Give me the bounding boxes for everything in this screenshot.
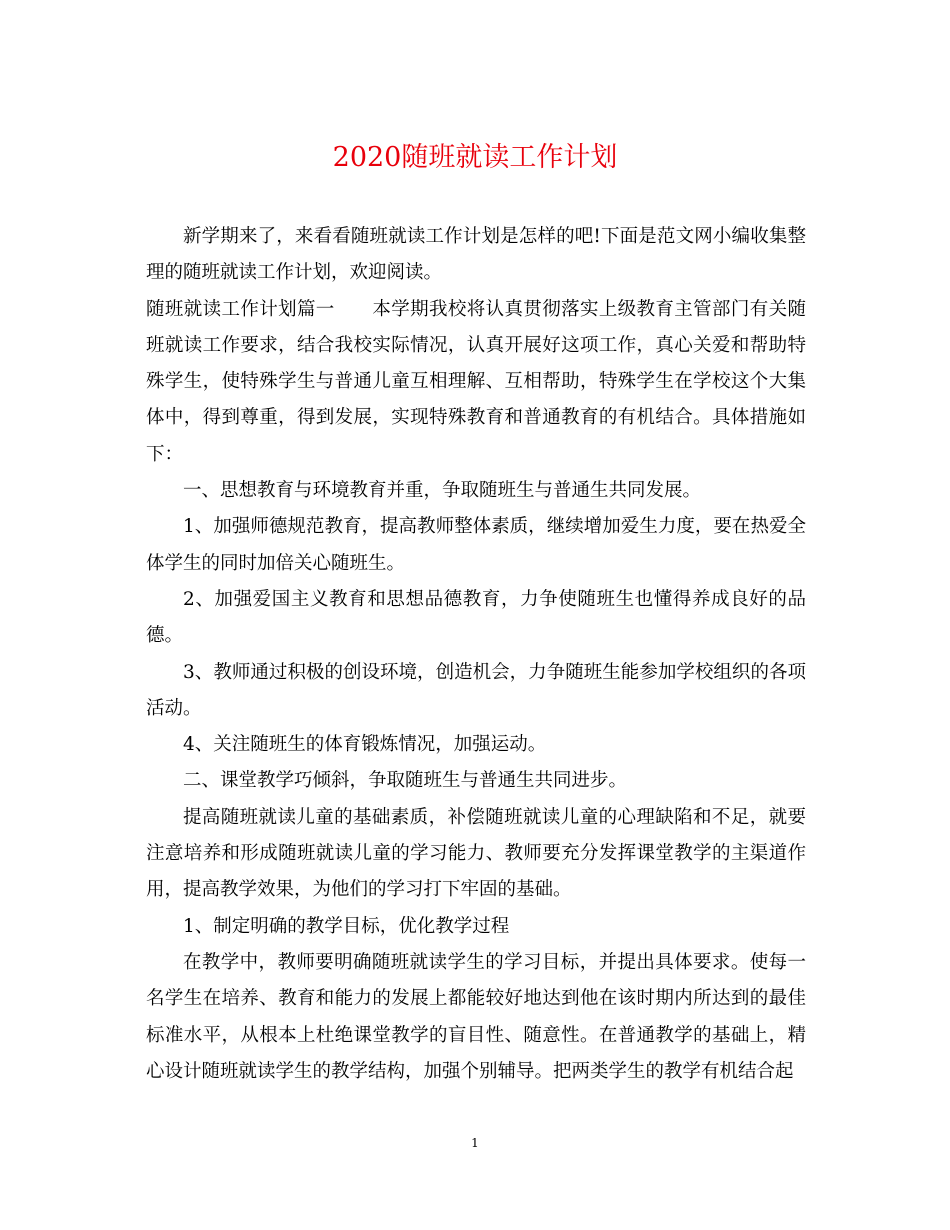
paragraph-item-1: 1、加强师德规范教育，提高教师整体素质，继续增加爱生力度，要在热爱全体学生的同时加倍关心随班生。 xyxy=(146,516,806,574)
subheading-teaching-goals: 1、制定明确的教学目标，优化教学过程 xyxy=(183,915,510,937)
paragraph-item-3: 3、教师通过积极的创设环境，创造机会，力争随班生能参加学校组织的各项活动。 xyxy=(146,661,806,719)
document-body xyxy=(146,219,806,1090)
paragraph-intro: 新学期来了，来看看随班就读工作计划是怎样的吧!下面是范文网小编收集整理的随班就读工作计划，欢迎阅读。 xyxy=(146,226,806,284)
section-heading-one: 一、思想教育与环境教育并重，争取随班生与普通生共同发展。 xyxy=(183,480,702,502)
paragraph-item-4: 4、关注随班生的体育锻炼情况，加强运动。 xyxy=(183,734,547,756)
paragraph-basic-quality: 提高随班就读儿童的基础素质，补偿随班就读儿童的心理缺陷和不足，就要注意培养和形成随班就读儿童的学习能力、教师要充分发挥课堂教学的主渠道作用，提高教学效果，为他们的学习打下牢固的基础。 xyxy=(146,806,806,901)
paragraph-item-2: 2、加强爱国主义教育和思想品德教育，力争使随班生也懂得养成良好的品德。 xyxy=(146,588,806,647)
section-heading-two: 二、课堂教学巧倾斜，争取随班生与普通生共同进步。 xyxy=(183,770,628,792)
paragraph-teaching: 在教学中，教师要明确随班就读学生的学习目标，并提出具体要求。使每一名学生在培养、教育和能力的发展上都能较好地达到他在该时期内所达到的最佳标准水平，从根本上杜绝课堂教学的盲目性、随意性。在普通教学的基础上，精心设计随班就读学生的教学结构，加强个别辅导。把两类学生的教学有机结合起 xyxy=(146,951,806,1082)
document-title: 2020随班就读工作计划 xyxy=(332,142,618,173)
paragraph-plan-one: 随班就读工作计划篇一 本学期我校将认真贯彻落实上级教育主管部门有关随班就读工作要求，结合我校实际情况，认真开展好这项工作，真心关爱和帮助特殊学生，使特殊学生与普通儿童互相理解、互相帮助，特殊学生在学校这个大集体中，得到尊重，得到发展，实现特殊教育和普通教育的有机结合。具体措施如下： xyxy=(146,298,806,465)
page-number: 1 xyxy=(471,1136,479,1150)
